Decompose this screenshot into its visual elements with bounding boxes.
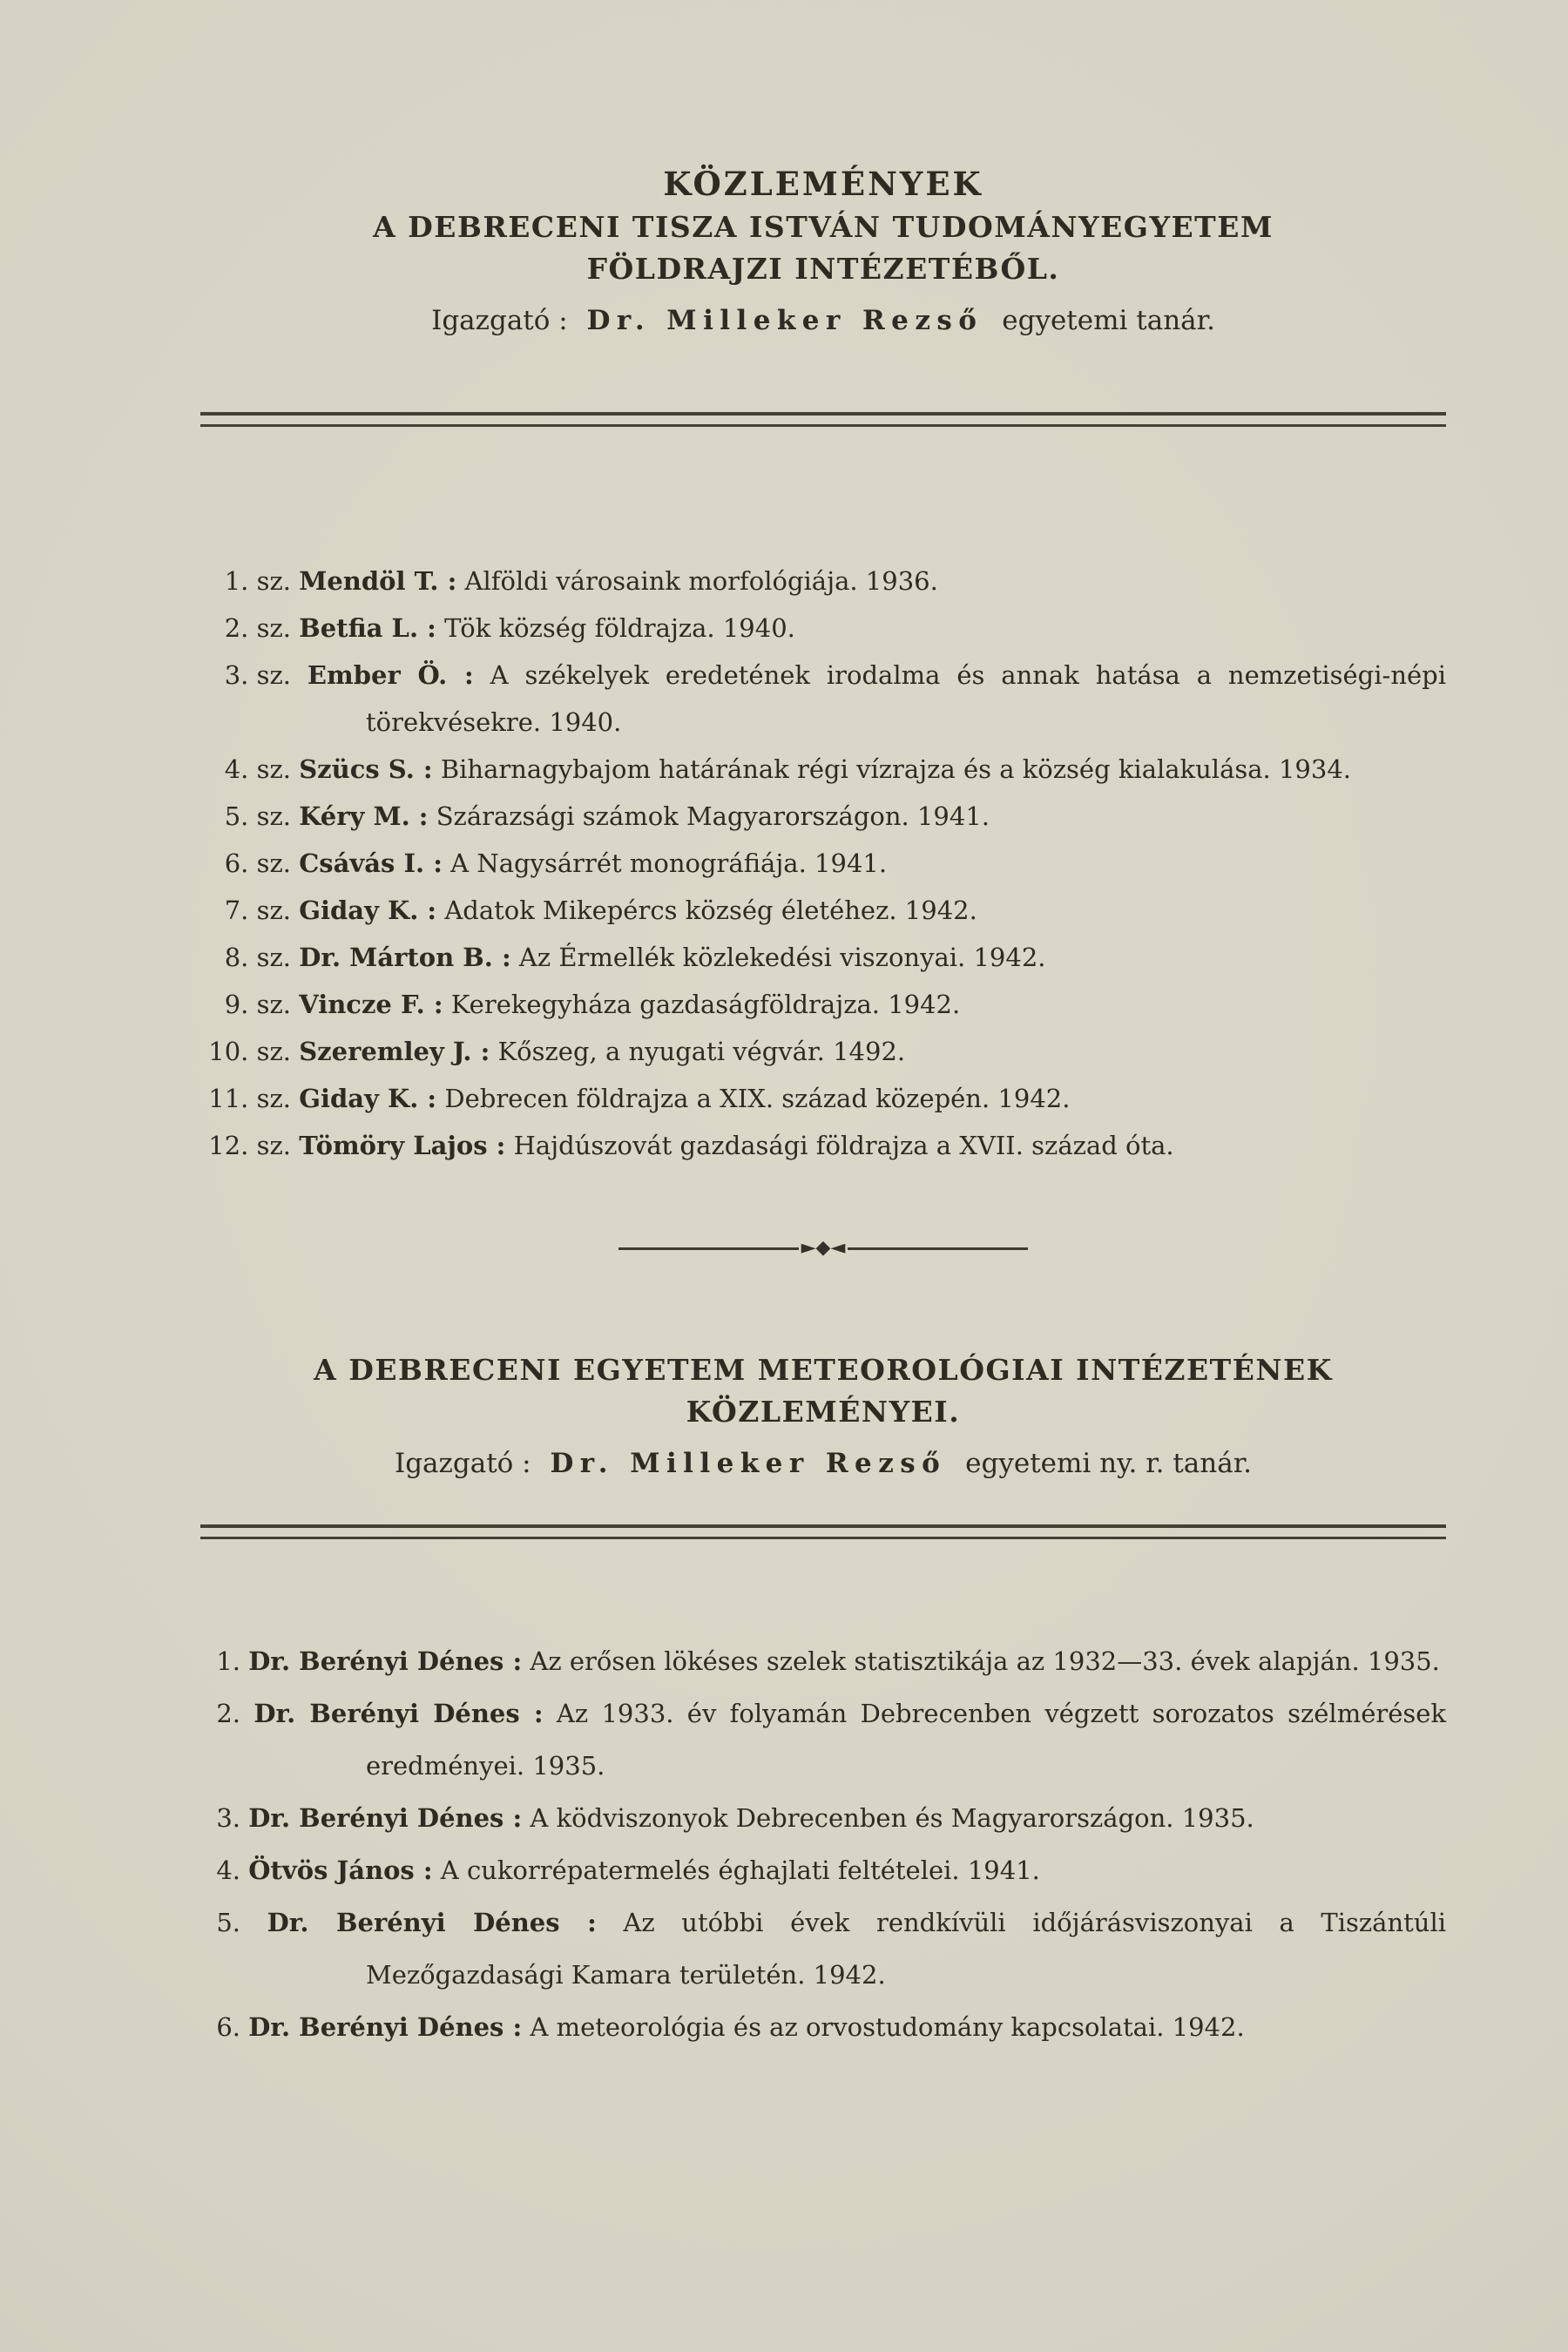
publication-item — [200, 1896, 1446, 2001]
publication-item — [200, 605, 1446, 652]
entry-number: 8. sz. — [224, 943, 291, 972]
entry-number: 6. sz. — [224, 848, 291, 878]
entry-title: A székelyek eredetének irodalma és annak hatása a nemzetiségi-népi törekvésekre. 1940. — [366, 660, 1446, 737]
entry-title: Adatok Mikepércs község életéhez. 1942. — [444, 896, 977, 925]
entry-title: Kerekegyháza gazdaságföldrajza. 1942. — [450, 990, 961, 1019]
entry-number: 9. sz. — [224, 990, 291, 1019]
entry-author: Betfia L. : — [299, 613, 436, 643]
entry-title: Debrecen földrajza a XIX. század közepén. 1942. — [444, 1084, 1071, 1113]
entry-author: Tömöry Lajos : — [299, 1131, 506, 1160]
director-label: Igazgató : — [431, 305, 568, 336]
publication-item — [200, 746, 1446, 793]
divider-line-right — [848, 1247, 1028, 1250]
publication-item — [200, 793, 1446, 840]
entry-number: 4. — [216, 1855, 240, 1885]
entry-author: Szücs S. : — [299, 754, 433, 784]
entry-author: Ember Ö. : — [307, 660, 474, 690]
entry-number: 3. — [216, 1803, 240, 1833]
entry-title: Biharnagybajom határának régi vízrajza és a község kialakulása. 1934. — [440, 754, 1352, 784]
publication-item — [200, 558, 1446, 605]
entry-author: Dr. Berényi Dénes : — [267, 1908, 597, 1937]
entry-title: Az 1933. év folyamán Debrecenben végzett sorozatos szélmérések eredményei. 1935. — [366, 1699, 1447, 1781]
entry-title: A ködviszonyok Debrecenben és Magyarországon. 1935. — [530, 1803, 1254, 1833]
entry-number: 5. — [216, 1908, 240, 1937]
director-title: egyetemi tanár. — [1002, 305, 1215, 336]
series2-title-line2: KÖZLEMÉNYEI. — [686, 1395, 961, 1429]
entry-number: 2. sz. — [224, 613, 291, 643]
entry-author: Vincze F. : — [299, 990, 443, 1019]
publication-item — [200, 1635, 1446, 1687]
publication-item — [200, 1844, 1446, 1896]
entry-title: A cukorrépatermelés éghajlati feltételei. 1941. — [440, 1855, 1040, 1885]
meteorology-institute-header — [200, 1349, 1446, 1485]
publication-item — [200, 1687, 1446, 1792]
entry-number: 1. — [216, 1646, 240, 1676]
director-line-2 — [200, 1442, 1446, 1485]
director-name: Dr. Milleker Rezső — [550, 1448, 947, 1479]
entry-number: 11. sz. — [208, 1084, 291, 1113]
publication-item — [200, 1792, 1446, 1844]
publication-item — [200, 1122, 1446, 1169]
entry-title: A Nagysárrét monográfiája. 1941. — [450, 848, 888, 878]
director-title: egyetemi ny. r. tanár. — [965, 1448, 1253, 1479]
entry-title: Az erősen lökéses szelek statisztikája az 1932—33. évek alapján. 1935. — [530, 1646, 1440, 1676]
entry-author: Dr. Berényi Dénes : — [248, 1803, 523, 1833]
divider-line-left — [618, 1247, 799, 1250]
publication-item — [200, 934, 1446, 981]
entry-author: Dr. Márton B. : — [299, 943, 511, 972]
entry-author: Dr. Berényi Dénes : — [248, 2012, 523, 2042]
geography-institute-header — [200, 161, 1446, 342]
publication-item — [200, 1075, 1446, 1122]
double-rule-1 — [200, 412, 1446, 427]
entry-author: Ötvös János : — [248, 1855, 433, 1885]
publication-item — [200, 1028, 1446, 1075]
entry-author: Giday K. : — [299, 896, 437, 925]
section-divider — [618, 1239, 1028, 1258]
entry-author: Mendöl T. : — [299, 566, 457, 596]
series2-title-line1: A DEBRECENI EGYETEM METEOROLÓGIAI INTÉZETÉNEK — [314, 1353, 1333, 1387]
series-title-line3: FÖLDRAJZI INTÉZETÉBŐL. — [586, 252, 1060, 286]
entry-title: Az Érmellék közlekedési viszonyai. 1942. — [518, 943, 1046, 972]
entry-number: 6. — [216, 2012, 240, 2042]
entry-author: Csávás I. : — [299, 848, 443, 878]
entry-title: Az utóbbi évek rendkívüli időjárásviszonyai a Tiszántúli Mezőgazdasági Kamara területén. 1942. — [366, 1908, 1446, 1990]
entry-number: 7. sz. — [224, 896, 291, 925]
geography-publication-list — [200, 558, 1446, 1169]
entry-title: Tök község földrajza. 1940. — [444, 613, 795, 643]
publication-item — [200, 981, 1446, 1028]
entry-title: Hajdúszovát gazdasági földrajza a XVII. század óta. — [513, 1131, 1174, 1160]
publication-item — [200, 840, 1446, 887]
entry-author: Dr. Berényi Dénes : — [248, 1646, 523, 1676]
divider-ornament-icon: ►◆◄ — [801, 1237, 846, 1259]
entry-author: Dr. Berényi Dénes : — [253, 1699, 544, 1728]
entry-title: Kőszeg, a nyugati végvár. 1492. — [497, 1037, 906, 1066]
director-name: Dr. Milleker Rezső — [586, 305, 983, 336]
publication-item — [200, 652, 1446, 746]
series-title-line1: KÖZLEMÉNYEK — [663, 165, 983, 203]
publication-item — [200, 2001, 1446, 2053]
entry-number: 12. sz. — [208, 1131, 291, 1160]
entry-number: 3. sz. — [224, 660, 291, 690]
entry-author: Szeremley J. : — [299, 1037, 490, 1066]
director-line-1 — [200, 299, 1446, 342]
entry-title: A meteorológia és az orvostudomány kapcsolatai. 1942. — [530, 2012, 1245, 2042]
entry-number: 4. sz. — [224, 754, 291, 784]
series-title-line2: A DEBRECENI TISZA ISTVÁN TUDOMÁNYEGYETEM — [373, 210, 1274, 244]
director-label: Igazgató : — [394, 1448, 531, 1479]
entry-number: 10. sz. — [208, 1037, 291, 1066]
entry-title: Szárazsági számok Magyarországon. 1941. — [436, 801, 990, 831]
entry-author: Kéry M. : — [299, 801, 429, 831]
entry-title: Alföldi városaink morfológiája. 1936. — [464, 566, 938, 596]
entry-number: 1. sz. — [224, 566, 291, 596]
entry-author: Giday K. : — [299, 1084, 437, 1113]
entry-number: 5. sz. — [224, 801, 291, 831]
entry-number: 2. — [216, 1699, 240, 1728]
double-rule-2 — [200, 1524, 1446, 1539]
publication-item — [200, 887, 1446, 934]
meteorology-publication-list — [200, 1635, 1446, 2053]
